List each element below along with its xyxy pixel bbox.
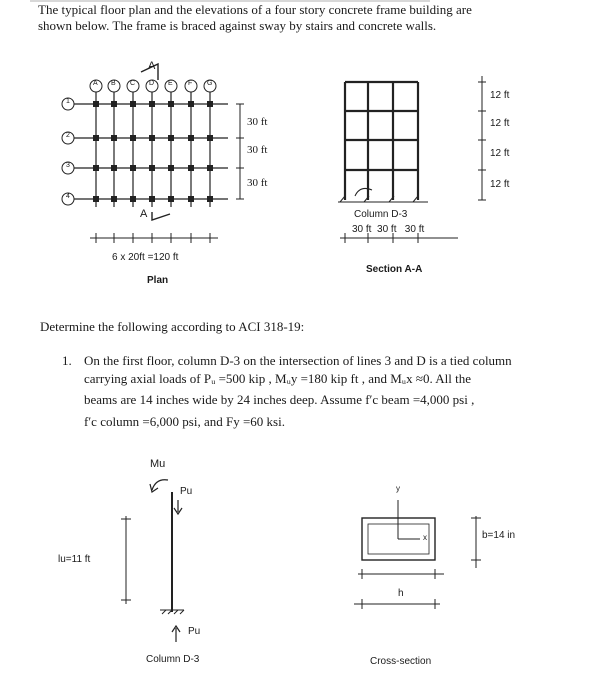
row-label-4: 4	[66, 193, 70, 200]
section-frame	[345, 82, 418, 200]
problem-line-3: beams are 14 inches wide by 24 inches deep. Assume f′c beam =4,000 psi ,	[84, 392, 475, 407]
axial-load-top-label: Pu	[180, 486, 193, 497]
section-ground	[338, 188, 428, 202]
story-dim-3: 12 ft	[490, 148, 510, 159]
section-bay-dims: 30 ft 30 ft 30 ft	[352, 224, 425, 235]
plan-grid	[68, 92, 228, 207]
problem-line-4: f′c column =6,000 psi, and Fy =60 ksi.	[84, 414, 285, 429]
axis-x-label: x	[423, 533, 427, 542]
moment-label: Mu	[150, 458, 166, 470]
row-label-3: 3	[66, 162, 70, 169]
axis-y-label: y	[396, 484, 400, 493]
section-caption: Section A-A	[366, 264, 423, 275]
section-dim-right	[478, 76, 486, 200]
row-label-1: 1	[66, 98, 70, 105]
unsupported-length-label: lu=11 ft	[58, 554, 91, 565]
plan-row-bubbles	[62, 98, 74, 205]
problem-line-1: On the first floor, column D-3 on the intersection of lines 3 and D is a tied column	[84, 353, 512, 368]
column-caption: Column D-3	[146, 654, 200, 665]
plan-dim-2: 30 ft	[247, 144, 268, 156]
intro-line-1: The typical floor plan and the elevations of a four story concrete frame building are	[38, 2, 472, 17]
intro-line-2: shown below. The frame is braced against sway by stairs and concrete walls.	[38, 18, 437, 33]
story-dim-4: 12 ft	[490, 179, 510, 190]
row-label-2: 2	[66, 132, 70, 139]
plan-dim-1: 30 ft	[247, 116, 268, 128]
section-marker-top: A	[148, 60, 156, 72]
plan-columns	[93, 101, 213, 202]
problem-item-number: 1.	[62, 353, 72, 368]
height-label: h	[398, 588, 404, 599]
plan-dim-3: 30 ft	[247, 177, 268, 189]
section-marker-bottom: A	[140, 208, 148, 220]
col-label-f: F	[188, 80, 193, 87]
story-dim-2: 12 ft	[490, 118, 510, 129]
axial-load-bottom-label: Pu	[188, 626, 201, 637]
plan-bottom-dim: 6 x 20ft =120 ft	[112, 252, 179, 263]
col-label-g: G	[207, 80, 213, 87]
col-label-d: D	[149, 80, 155, 87]
column-figure	[121, 480, 184, 642]
col-label-b: B	[111, 80, 116, 87]
section-column-label: Column D-3	[354, 209, 408, 220]
problem-line-2: carrying axial loads of Pᵤ =500 kip , Mᵤy =180 kip ft , and Mᵤx ≈0. All the	[84, 371, 471, 386]
col-label-c: C	[130, 80, 136, 87]
cross-section-caption: Cross-section	[370, 656, 432, 667]
cross-section-figure	[354, 500, 481, 609]
story-dim-1: 12 ft	[490, 90, 510, 101]
col-label-e: E	[168, 80, 173, 87]
problem-heading: Determine the following according to ACI 318-19:	[40, 319, 305, 334]
width-label: b=14 in	[482, 530, 516, 541]
plan-dim-bottom	[90, 233, 218, 243]
col-label-a: A	[93, 80, 98, 87]
plan-caption: Plan	[147, 275, 169, 286]
plan-dim-right	[236, 104, 244, 199]
